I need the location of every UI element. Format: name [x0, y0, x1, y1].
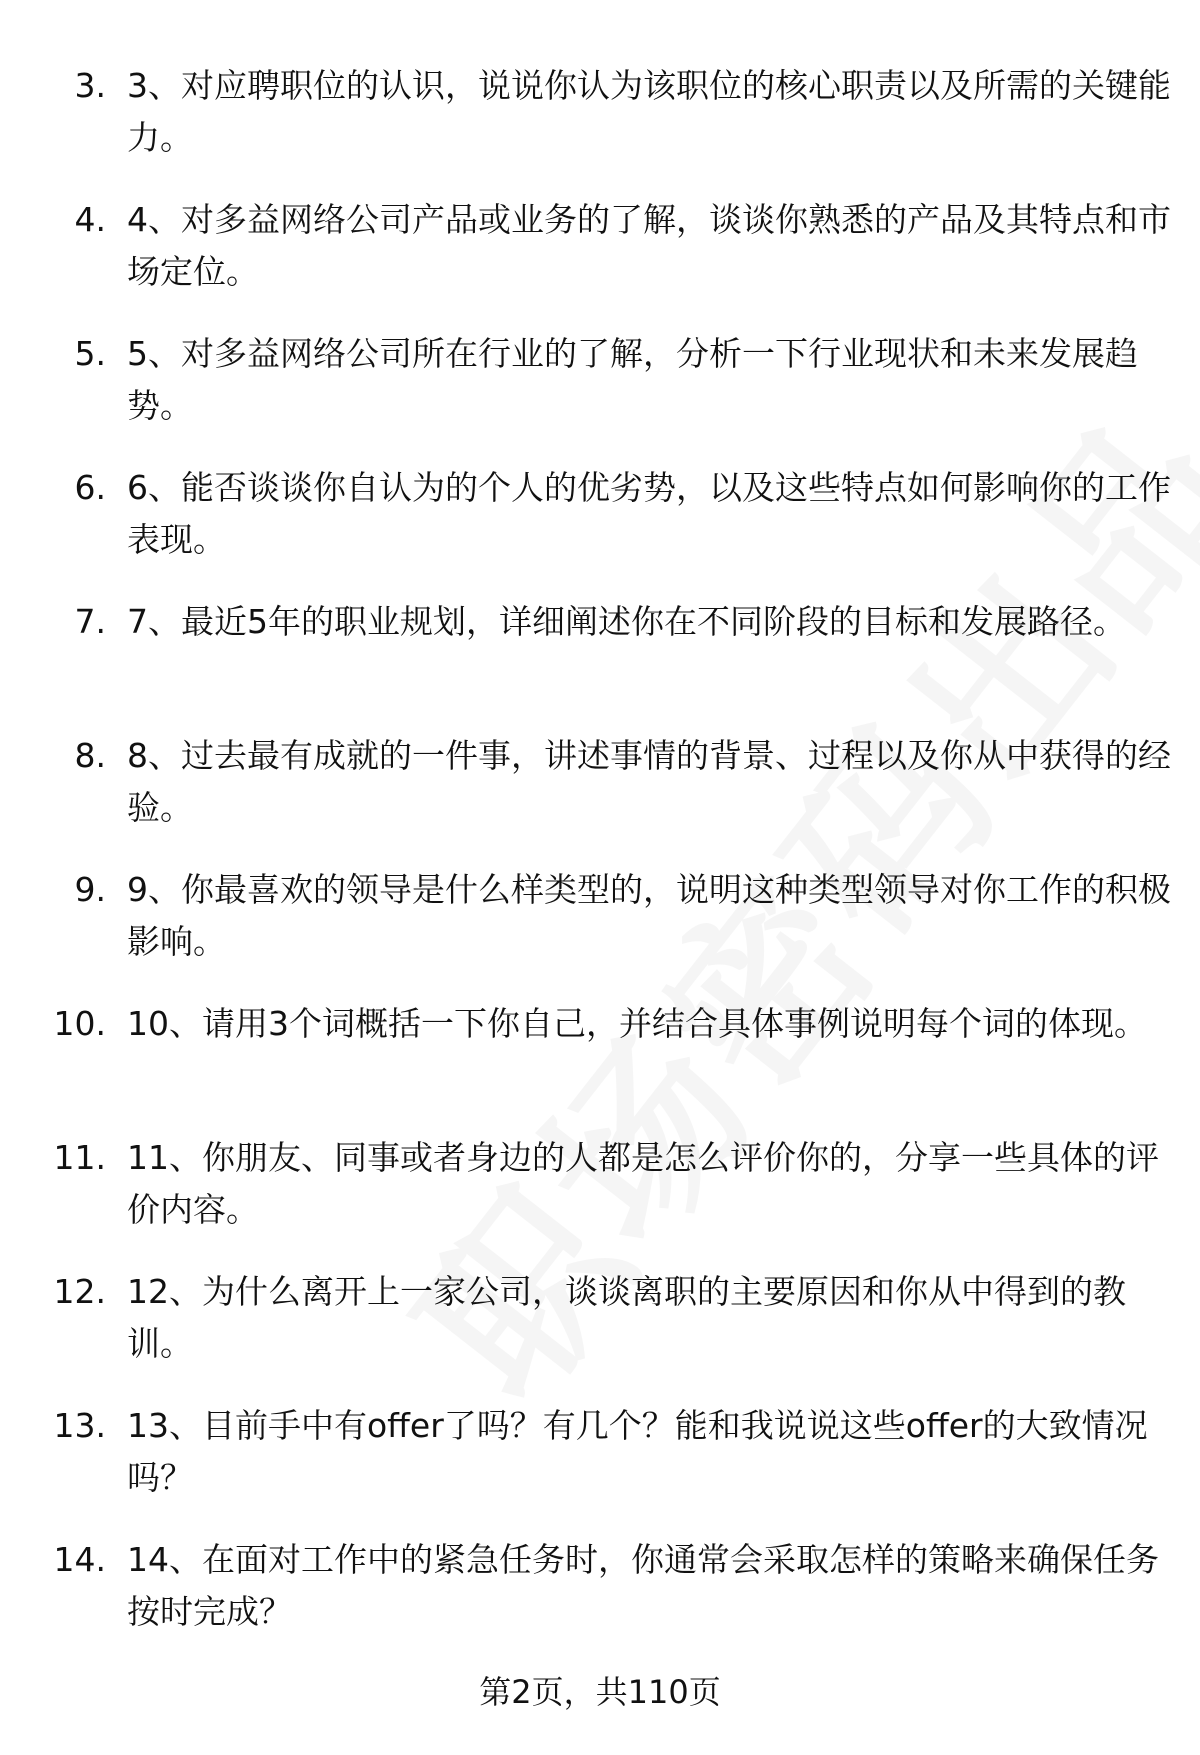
question-number: 8. [74, 736, 106, 775]
question-item [0, 1132, 1200, 1266]
question-text: 9、你最喜欢的领导是什么样类型的，说明这种类型领导对你工作的积极影响。 [127, 870, 1171, 961]
question-text: 12、为什么离开上一家公司，谈谈离职的主要原因和你从中得到的教训。 [127, 1272, 1126, 1363]
question-text: 3、对应聘职位的认识，说说你认为该职位的核心职责以及所需的关键能力。 [127, 66, 1171, 157]
question-item [0, 596, 1200, 730]
question-number: 10. [53, 1004, 106, 1043]
question-text: 10、请用3个词概括一下你自己，并结合具体事例说明每个词的体现。 [127, 1004, 1147, 1043]
page-number-footer: 第2页，共110页 [479, 1673, 721, 1711]
question-text: 6、能否谈谈你自认为的个人的优劣势，以及这些特点如何影响你的工作表现。 [127, 468, 1171, 559]
question-text: 13、目前手中有offer了吗？有几个？能和我说说这些offer的大致情况吗？ [127, 1406, 1148, 1497]
question-number: 13. [53, 1406, 106, 1445]
question-text: 7、最近5年的职业规划，详细阐述你在不同阶段的目标和发展路径。 [127, 602, 1126, 641]
question-item [0, 328, 1200, 462]
question-number: 11. [53, 1138, 106, 1177]
question-text: 14、在面对工作中的紧急任务时，你通常会采取怎样的策略来确保任务按时完成？ [127, 1540, 1159, 1631]
question-text: 11、你朋友、同事或者身边的人都是怎么评价你的，分享一些具体的评价内容。 [127, 1138, 1159, 1229]
question-number: 9. [74, 870, 106, 909]
question-text: 4、对多益网络公司产品或业务的了解，谈谈你熟悉的产品及其特点和市场定位。 [127, 200, 1171, 291]
question-number: 3. [74, 66, 106, 105]
question-number: 7. [74, 602, 106, 641]
question-item [0, 60, 1200, 194]
question-text: 8、过去最有成就的一件事，讲述事情的背景、过程以及你从中获得的经验。 [127, 736, 1171, 827]
question-number: 4. [74, 200, 106, 239]
question-number: 5. [74, 334, 106, 373]
question-number: 6. [74, 468, 106, 507]
question-item [0, 864, 1200, 998]
question-text: 5、对多益网络公司所在行业的了解，分析一下行业现状和未来发展趋势。 [127, 334, 1138, 425]
question-list [0, 60, 1200, 1668]
question-number: 14. [53, 1540, 106, 1579]
question-item [0, 1534, 1200, 1668]
question-number: 12. [53, 1272, 106, 1311]
question-item [0, 194, 1200, 328]
question-item [0, 730, 1200, 864]
question-item [0, 1400, 1200, 1534]
question-item [0, 462, 1200, 596]
question-item [0, 1266, 1200, 1400]
question-item [0, 998, 1200, 1132]
